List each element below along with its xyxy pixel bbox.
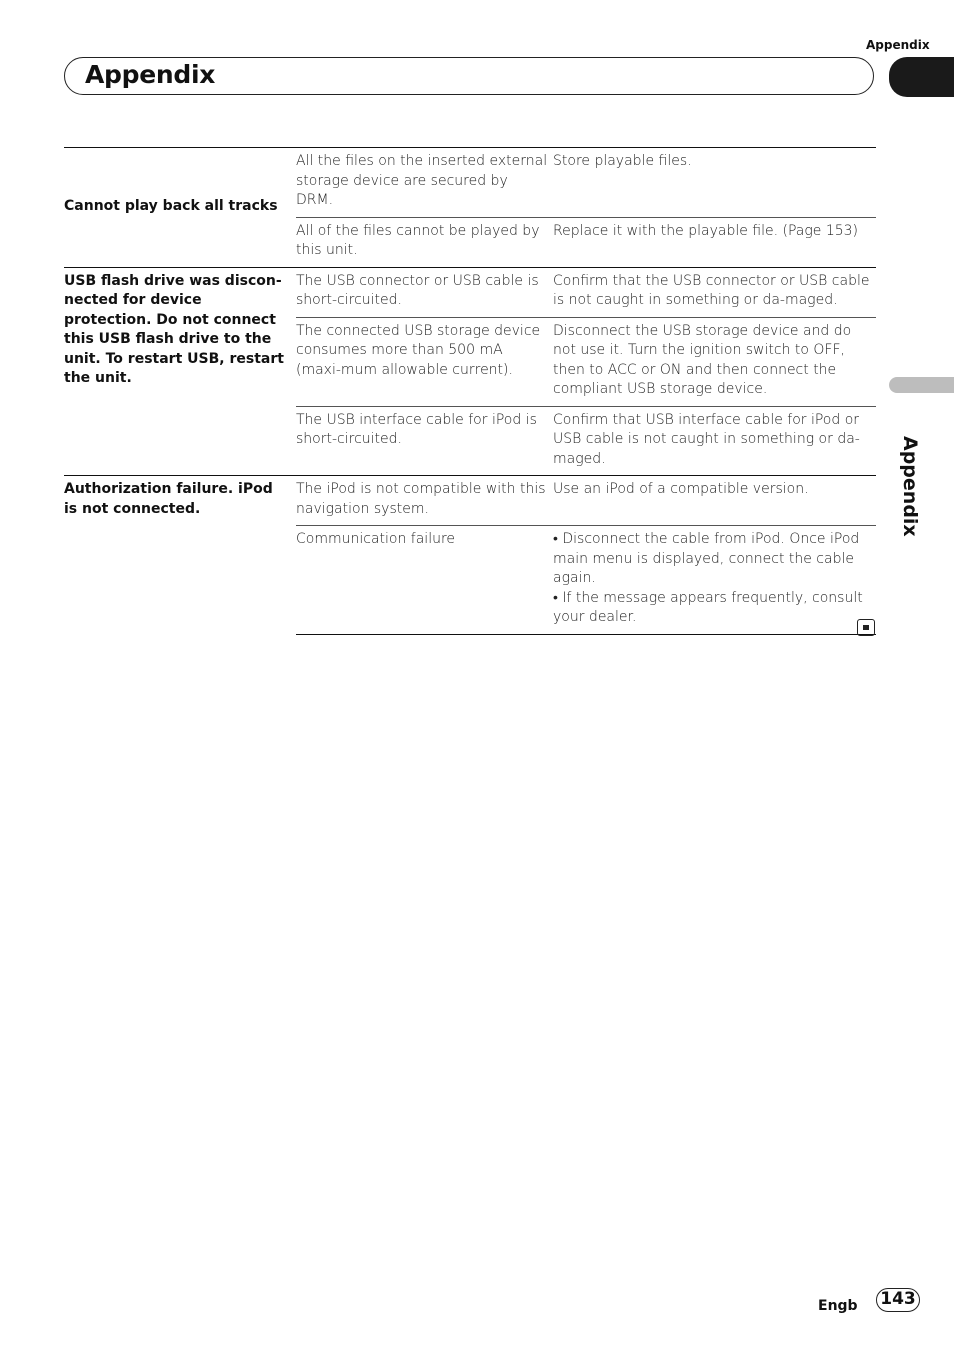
error-message: Cannot play back all tracks [64,148,296,268]
cause-cell: The connected USB storage device consumes more than 500 mA (maxi-mum allowable current). [296,317,553,406]
running-head: Appendix [866,38,930,52]
action-cell: Confirm that the USB connector or USB cable is not caught in something or da-maged. [553,267,876,317]
cause-cell: All of the files cannot be played by this unit. [296,217,553,267]
side-tab-label: Appendix [899,436,921,537]
cause-cell: The USB connector or USB cable is short-circuited. [296,267,553,317]
action-bullet: • If the message appears frequently, consult your dealer. [553,589,863,625]
table-row [64,267,876,317]
troubleshooting-table [64,147,876,635]
language-code: Engb [818,1298,858,1314]
page-title: Appendix [85,60,216,89]
cause-cell: All the files on the inserted external storage device are secured by DRM. [296,148,553,218]
action-cell: Store playable files. [553,148,876,218]
cause-cell: Communication failure [296,526,553,635]
action-cell: Disconnect the USB storage device and do not use it. Turn the ignition switch to OFF, then to ACC or ON and then connect the compliant USB storage device. [553,317,876,406]
page-number: 143 [876,1288,920,1312]
table-row [64,476,876,526]
action-cell: Use an iPod of a compatible version. [553,476,876,526]
side-tab-indicator [889,377,954,393]
cause-cell: The USB interface cable for iPod is short-circuited. [296,406,553,476]
end-of-section-icon [857,619,875,636]
action-cell: Replace it with the playable file. (Page 153) [553,217,876,267]
error-message: Authorization failure. iPod is not connected. [64,476,296,635]
section-tab-marker [889,57,954,97]
cause-cell: The iPod is not compatible with this navigation system. [296,476,553,526]
action-bullet: • Disconnect the cable from iPod. Once iPod main menu is displayed, connect the cable again. [553,531,860,586]
action-cell [553,526,876,635]
table-row [64,148,876,218]
section-title-bar [64,57,874,95]
action-cell: Confirm that USB interface cable for iPod or USB cable is not caught in something or da-maged. [553,406,876,476]
error-message: USB flash drive was discon-nected for device protection. Do not connect this USB flash drive to the unit. To restart USB, restart the unit. [64,267,296,476]
